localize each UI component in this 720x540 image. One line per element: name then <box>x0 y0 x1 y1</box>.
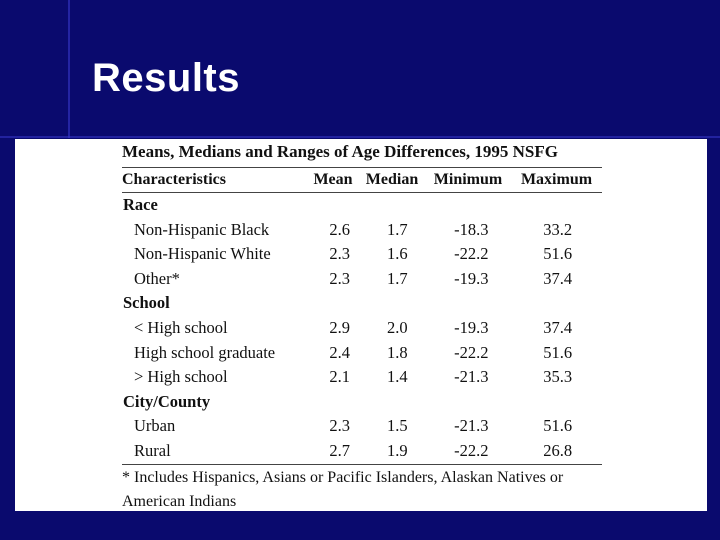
table-cell: 1.9 <box>386 440 408 460</box>
table-row <box>122 439 602 464</box>
table-cell: -18.3 <box>454 219 489 239</box>
header-median: Median <box>365 171 419 188</box>
table-cell: -19.3 <box>454 268 489 288</box>
table-cell: 2.9 <box>329 317 351 337</box>
table-cell: 2.4 <box>329 342 351 362</box>
table-cell: Other* <box>134 268 180 288</box>
slide-title: Results <box>92 56 240 100</box>
header-maximum: Maximum <box>520 171 593 188</box>
table-cell: 2.3 <box>329 416 351 436</box>
table-row <box>122 267 602 292</box>
table-cell: 51.6 <box>543 342 573 362</box>
table-cell: -22.2 <box>454 244 489 264</box>
header-mean: Mean <box>313 171 353 188</box>
table-cell: 1.8 <box>386 342 408 362</box>
table-cell: -19.3 <box>454 317 489 337</box>
table-cell: -21.3 <box>454 416 489 436</box>
table-cell: 37.4 <box>543 268 573 288</box>
decorative-horizontal-line <box>0 136 720 138</box>
section-heading <box>122 193 602 218</box>
table-body <box>122 193 602 464</box>
table-panel <box>15 139 707 511</box>
table-header-row <box>122 167 602 193</box>
table-cell: -22.2 <box>454 342 489 362</box>
section-heading <box>122 390 602 415</box>
decorative-vertical-line <box>68 0 70 138</box>
table-cell: 26.8 <box>543 440 573 460</box>
table-row <box>122 316 602 341</box>
table-cell: High school graduate <box>134 342 276 362</box>
table-cell: 2.6 <box>329 219 351 239</box>
section-label: School <box>123 293 170 313</box>
table-cell: 1.7 <box>386 219 408 239</box>
table-cell: Urban <box>134 416 176 436</box>
table-cell: -21.3 <box>454 367 489 387</box>
table-row <box>122 242 602 267</box>
table-cell: 1.7 <box>386 268 408 288</box>
table-cell: > High school <box>134 367 228 387</box>
table-cell: 2.7 <box>329 440 351 460</box>
table-cell: 33.2 <box>543 219 573 239</box>
table-cell: 2.0 <box>386 317 408 337</box>
table-cell: 51.6 <box>543 416 573 436</box>
table-cell: 2.3 <box>329 244 351 264</box>
table-cell: 35.3 <box>543 367 573 387</box>
table-cell: 1.6 <box>386 244 408 264</box>
table-row <box>122 414 602 439</box>
table-cell: Non-Hispanic Black <box>134 219 270 239</box>
table-cell: 1.5 <box>386 416 408 436</box>
table-row <box>122 341 602 366</box>
table-footnote: * Includes Hispanics, Asians or Pacific Islanders, Alaskan Natives or American Indians <box>122 464 602 514</box>
table-cell: -22.2 <box>454 440 489 460</box>
section-label: Race <box>123 195 158 214</box>
age-differences-table <box>122 139 602 514</box>
table-row <box>122 365 602 390</box>
table-cell: 2.1 <box>329 367 351 387</box>
header-minimum: Minimum <box>433 171 503 188</box>
table-cell: Rural <box>134 440 171 460</box>
table-cell: 1.4 <box>386 367 408 387</box>
table-row <box>122 218 602 243</box>
section-heading <box>122 291 602 316</box>
table-cell: 37.4 <box>543 317 573 337</box>
table-cell: < High school <box>134 317 228 337</box>
table-cell: 51.6 <box>543 244 573 264</box>
header-characteristics: Characteristics <box>122 171 226 188</box>
table-cell: Non-Hispanic White <box>134 244 271 264</box>
table-cell: 2.3 <box>329 268 351 288</box>
table-caption: Means, Medians and Ranges of Age Differences, 1995 NSFG <box>122 142 558 161</box>
section-label: City/County <box>123 391 211 411</box>
